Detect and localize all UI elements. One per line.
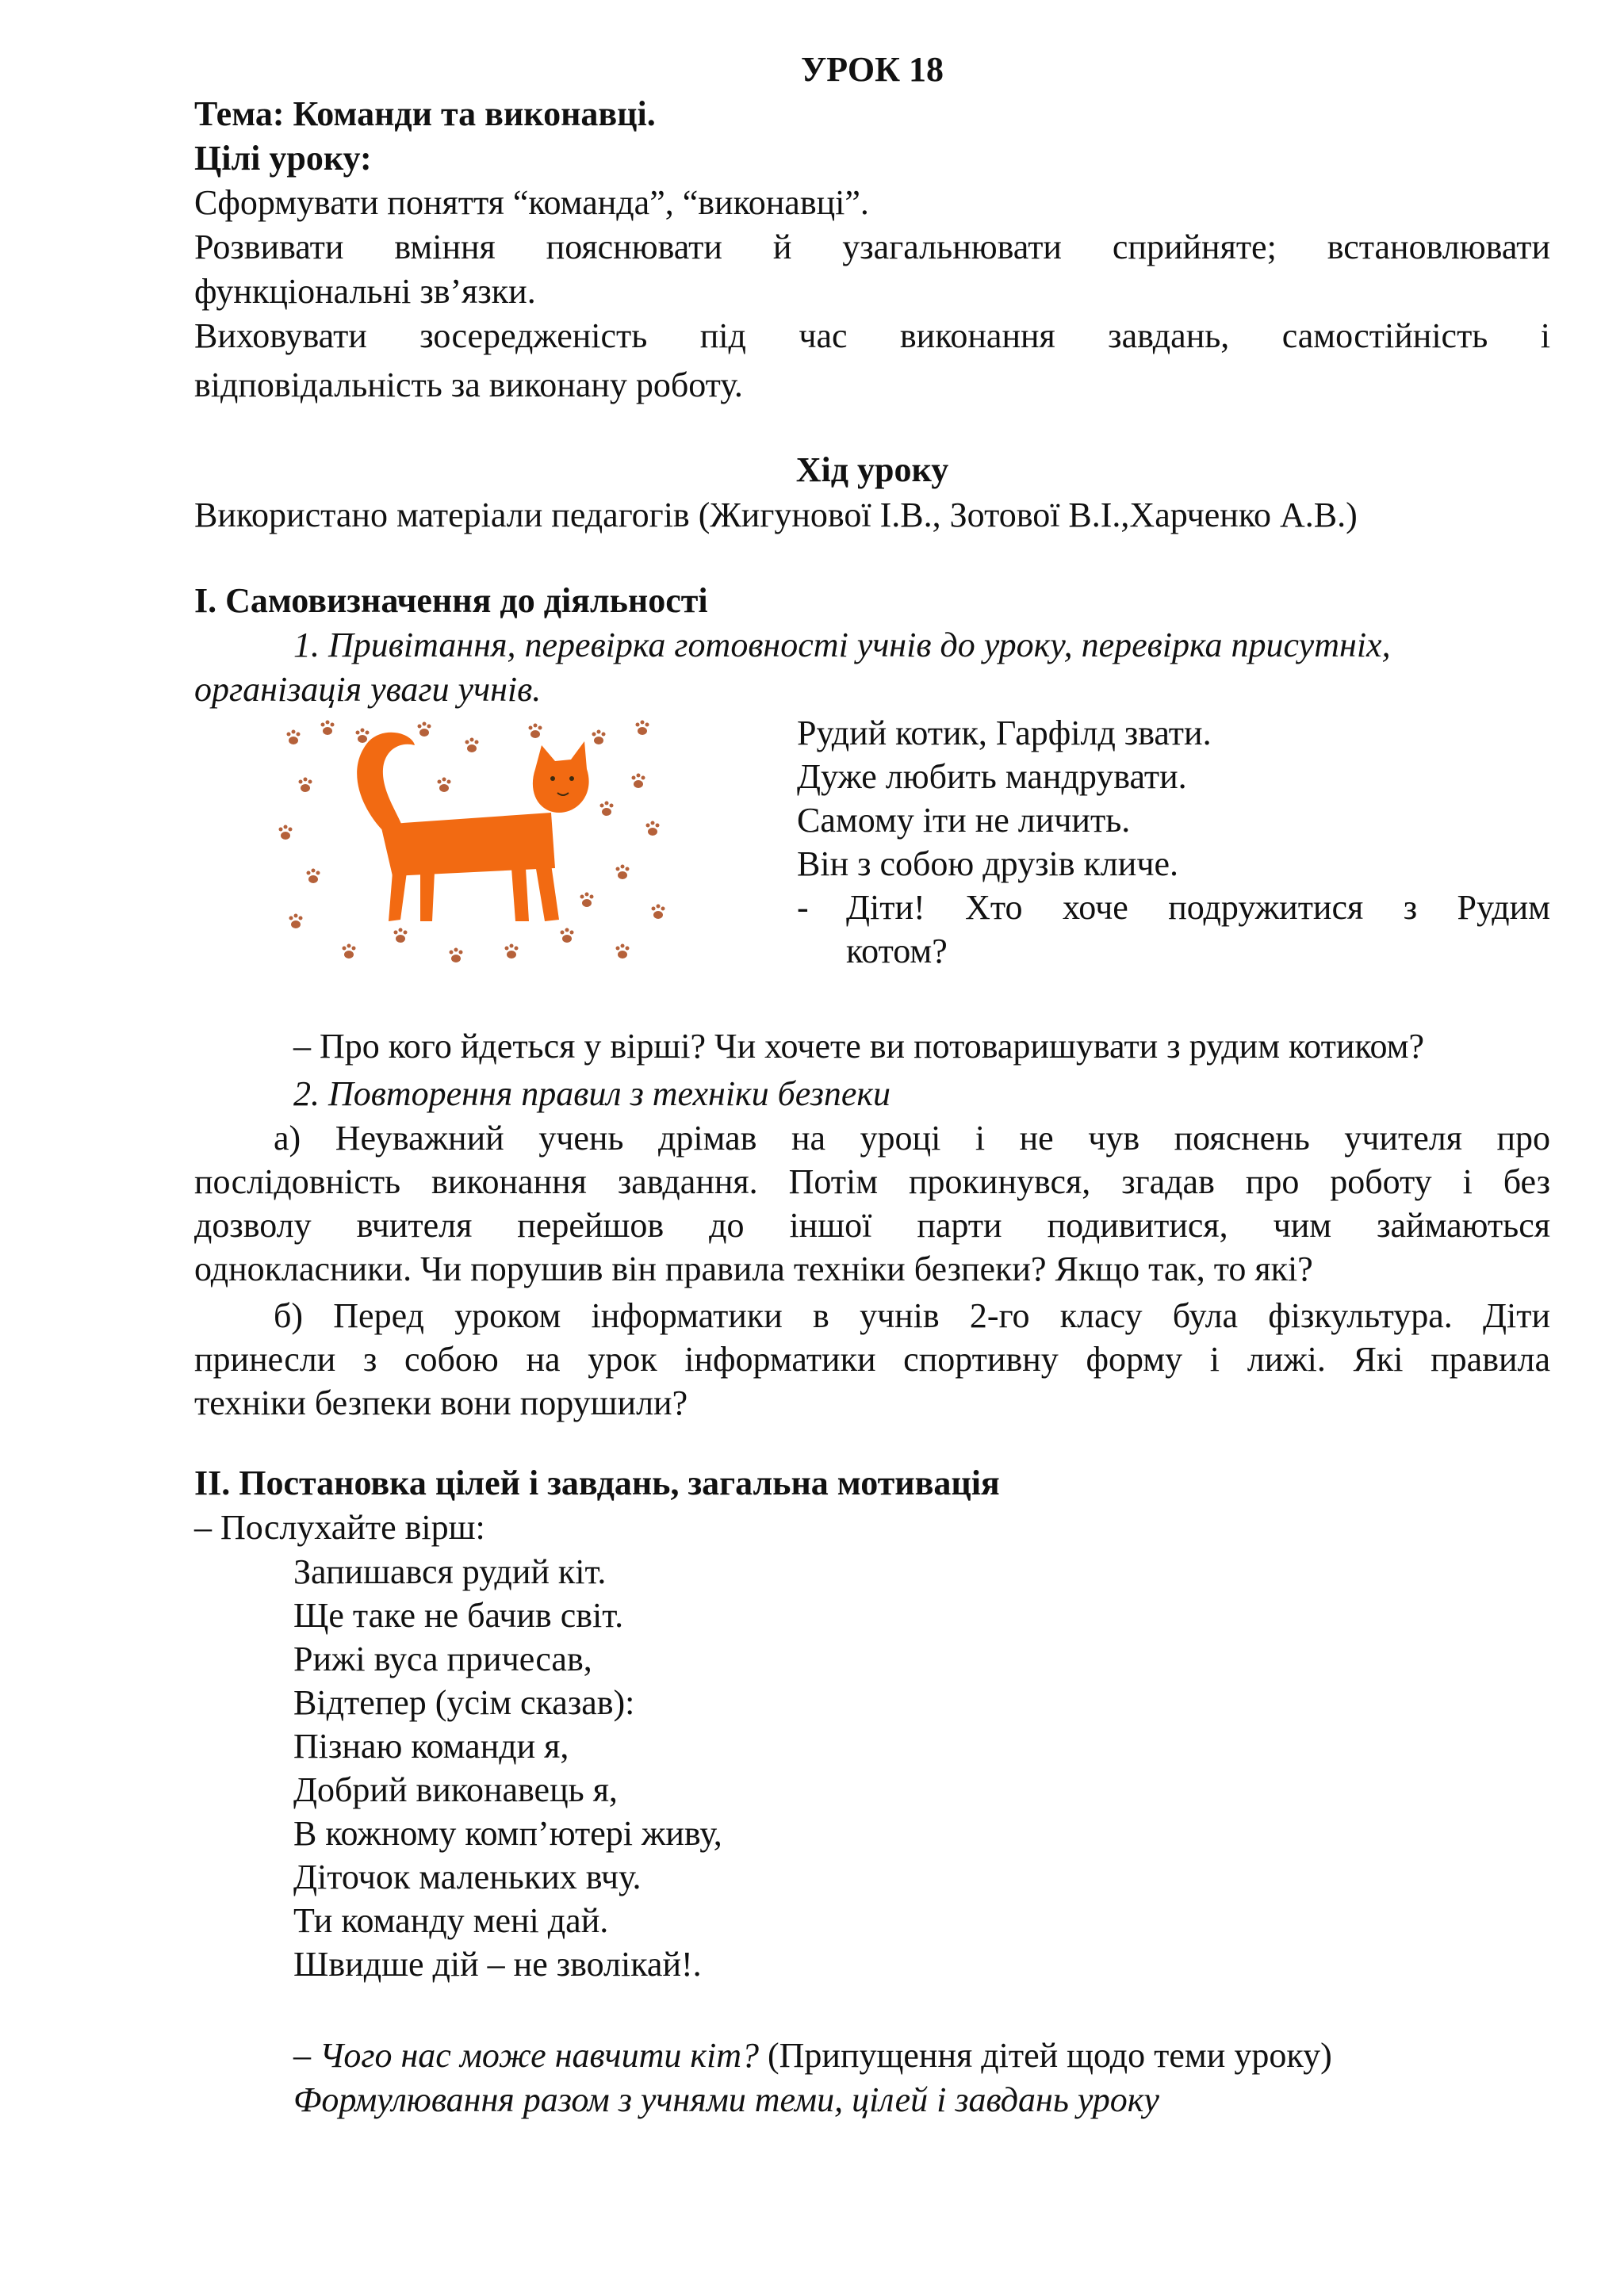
paw-icon <box>632 774 645 789</box>
goal-line: Сформувати поняття “команда”, “виконавці”. <box>194 183 869 222</box>
formulation-note: Формулювання разом з учнями теми, цілей і завдань уроку <box>293 2080 1159 2119</box>
section2-poem <box>194 1550 1550 1986</box>
poem-line: Рижі вуса причесав, <box>293 1640 592 1678</box>
paragraph-a-line: послідовність виконання завдання. Потім прокинувся, згадав про роботу і без <box>194 1162 1550 1201</box>
paragraph-b-line: принесли з собою на урок інформатики спортивну форму і лижі. Які правила <box>194 1340 1550 1379</box>
goal-line: відповідальність за виконану роботу. <box>194 365 743 404</box>
poem-line: Ще таке не бачив світ. <box>293 1596 624 1635</box>
dash-question <box>797 886 1550 973</box>
poem-line: Пізнаю команди я, <box>293 1727 569 1766</box>
poem-line: Він з собою друзів кличе. <box>797 844 1179 883</box>
paw-icon <box>279 825 293 840</box>
goal-line: функціональні зв’язки. <box>194 272 536 311</box>
paw-icon <box>356 729 370 744</box>
paw-icon <box>394 928 408 943</box>
goals-heading: Цілі уроку: <box>194 139 372 178</box>
poem-line: В кожному комп’ютері живу, <box>293 1814 722 1853</box>
poem-line: Ти команду мені дай. <box>293 1901 609 1940</box>
credits-text: Використано матеріали педагогів (Жигунової І.В., Зотової В.І.,Харченко А.В.) <box>194 496 1358 534</box>
goal-line: Виховувати зосередженість під час виконання завдань, самостійність і <box>194 316 1550 355</box>
paw-icon <box>616 865 630 880</box>
poem-line: Дуже любить мандрувати. <box>797 757 1187 796</box>
poem-line: Самому іти не личить. <box>797 801 1131 840</box>
cat-question: – Про кого йдеться у вірші? Чи хочете ви потоваришувати з рудим котиком? <box>293 1027 1425 1066</box>
paw-icon <box>287 730 301 745</box>
poem-line: Добрий виконавець я, <box>293 1770 618 1809</box>
cat-lesson-question-note: (Припущення дітей щодо теми уроку) <box>758 2036 1332 2075</box>
cat-lesson-question <box>194 2034 1550 2077</box>
dash-marker: - <box>797 888 809 927</box>
lesson-topic: Тема: Команди та виконавці. <box>194 94 656 133</box>
paw-icon <box>652 905 665 920</box>
dash-question-line: Діти! Хто хоче подружитися з Рудим <box>846 888 1550 927</box>
poem-line: Відтепер (усім сказав): <box>293 1683 635 1722</box>
poem-line: Запишався рудий кіт. <box>293 1552 607 1591</box>
paragraph-a <box>194 1116 1550 1291</box>
paragraph-a-line: однокласники. Чи порушив він правила техніки безпеки? Якщо так, то які? <box>194 1249 1313 1288</box>
paw-icon <box>289 914 303 929</box>
paragraph-a-line: дозволу вчителя перейшов до іншої парти подивитися, чим займаються <box>194 1206 1550 1245</box>
cat-lesson-question-italic: – Чого нас може навчити кіт? <box>293 2036 759 2075</box>
cat-poem <box>797 711 1550 973</box>
cat-picture <box>274 714 674 971</box>
paw-icon <box>600 802 614 817</box>
course-heading: Хід уроку <box>795 450 949 489</box>
poem-line: Діточок маленьких вчу. <box>293 1858 642 1896</box>
paragraph-b-line: техніки безпеки вони порушили? <box>194 1383 688 1422</box>
item1-line2: організація уваги учнів. <box>194 670 542 709</box>
poem-line: Швидше дій – не зволікай!. <box>293 1945 702 1984</box>
cat-illustration <box>274 714 674 971</box>
paragraph-b <box>194 1294 1550 1425</box>
paw-icon <box>636 721 649 736</box>
paw-icon <box>299 778 312 793</box>
paw-icon <box>321 721 335 736</box>
section2-heading: ІІ. Постановка цілей і завдань, загальна мотивація <box>194 1464 1000 1502</box>
paw-icon <box>418 722 431 737</box>
paw-icon <box>505 944 519 959</box>
dash-question-line: котом? <box>846 932 948 970</box>
section2-intro: – Послухайте вірш: <box>194 1508 485 1547</box>
paw-icon <box>592 730 606 745</box>
item2-heading: 2. Повторення правил з техніки безпеки <box>293 1074 891 1113</box>
paw-icon <box>580 893 594 908</box>
paw-icon <box>438 778 451 793</box>
section1-heading: І. Самовизначення до діяльності <box>194 581 708 620</box>
paw-icon <box>646 821 660 836</box>
paw-icon <box>307 869 320 884</box>
lesson-title: УРОК 18 <box>800 50 944 89</box>
poem-line: Рудий котик, Гарфілд звати. <box>797 714 1212 752</box>
item1-line1: 1. Привітання, перевірка готовності учнів до уроку, перевірка присутніх, <box>293 626 1391 664</box>
cat-figure <box>357 733 588 921</box>
paw-icon <box>616 944 630 959</box>
goal-line: Розвивати вміння пояснювати й узагальнювати сприйняте; встановлювати <box>194 228 1550 266</box>
paw-icon <box>343 944 356 959</box>
paragraph-a-line: а) Неуважний учень дрімав на уроці і не чув пояснень учителя про <box>274 1119 1550 1158</box>
paragraph-b-line: б) Перед уроком інформатики в учнів 2-го класу була фізкультура. Діти <box>274 1296 1550 1335</box>
paw-icon <box>561 928 574 943</box>
paw-icon <box>450 948 463 963</box>
paw-icon <box>529 724 542 739</box>
paw-icon <box>465 738 479 753</box>
